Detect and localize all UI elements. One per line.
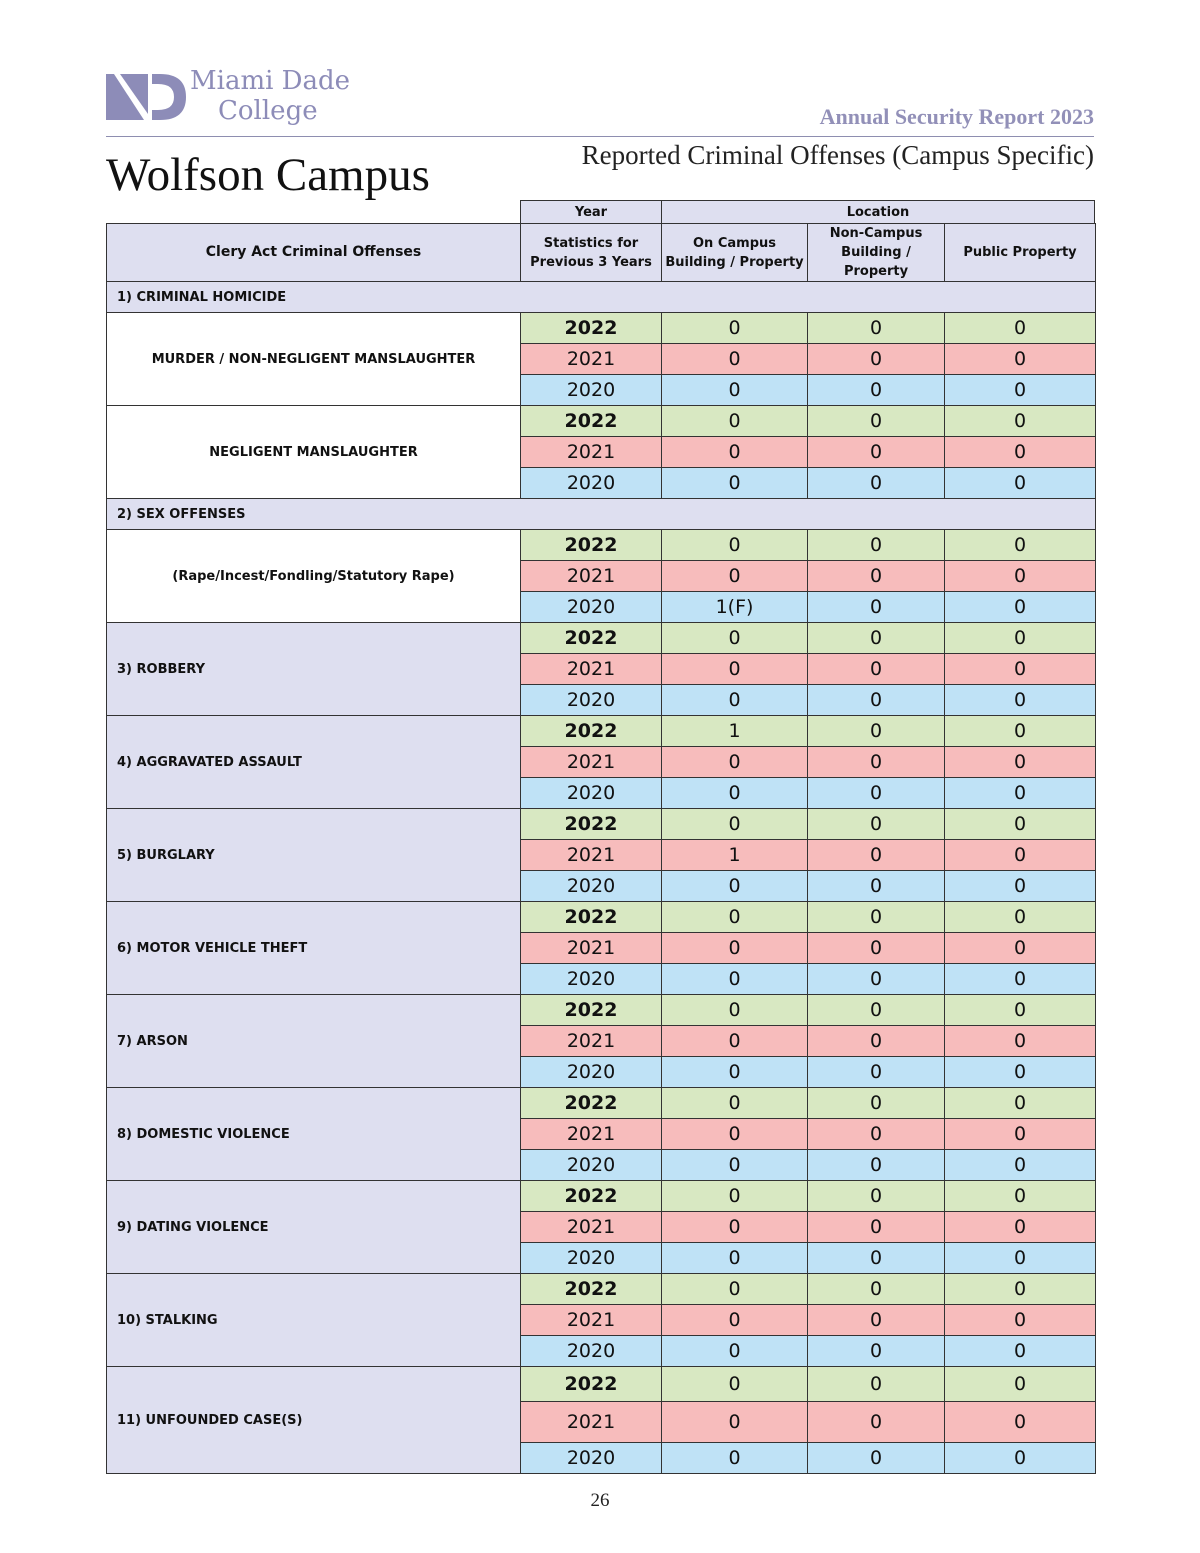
- on-campus-value: 0: [662, 1443, 808, 1474]
- public-property-value: 0: [945, 654, 1096, 685]
- offense-label: MURDER / NON-NEGLIGENT MANSLAUGHTER: [107, 313, 521, 406]
- non-campus-value: 0: [808, 933, 945, 964]
- public-property-value: 0: [945, 1336, 1096, 1367]
- on-campus-value: 0: [662, 437, 808, 468]
- report-title: Annual Security Report 2023: [819, 104, 1094, 129]
- year-cell: 2021: [521, 1026, 662, 1057]
- non-campus-value: 0: [808, 1181, 945, 1212]
- on-campus-value: 0: [662, 1026, 808, 1057]
- year-cell: 2020: [521, 964, 662, 995]
- year-group-header: Year: [521, 201, 662, 224]
- public-property-value: 0: [945, 1150, 1096, 1181]
- year-cell: 2020: [521, 1150, 662, 1181]
- public-property-value: 0: [945, 1119, 1096, 1150]
- on-campus-value: 0: [662, 1181, 808, 1212]
- offense-label: 6) MOTOR VEHICLE THEFT: [107, 902, 521, 995]
- public-property-value: 0: [945, 1443, 1096, 1474]
- year-cell: 2021: [521, 1119, 662, 1150]
- sex-offense-rows: [107, 530, 1096, 623]
- on-campus-value: 0: [662, 933, 808, 964]
- section-sex-offenses: 2) SEX OFFENSES: [107, 499, 1096, 530]
- non-campus-value: 0: [808, 685, 945, 716]
- section-criminal-homicide: 1) CRIMINAL HOMICIDE: [107, 282, 1096, 313]
- non-campus-value: 0: [808, 654, 945, 685]
- on-campus-column-header: [662, 224, 808, 282]
- homicide-rows: [107, 313, 1096, 499]
- non-campus-value: 0: [808, 1336, 945, 1367]
- year-cell: 2021: [521, 747, 662, 778]
- public-property-value: 0: [945, 530, 1096, 561]
- on-campus-value: 1: [662, 716, 808, 747]
- other-offense-rows: [107, 623, 1096, 1474]
- non-campus-value: 0: [808, 375, 945, 406]
- public-property-value: 0: [945, 778, 1096, 809]
- public-property-value: 0: [945, 1305, 1096, 1336]
- non-campus-value: 0: [808, 840, 945, 871]
- public-property-value: 0: [945, 468, 1096, 499]
- public-property-value: 0: [945, 1243, 1096, 1274]
- public-property-value: 0: [945, 995, 1096, 1026]
- non-campus-value: 0: [808, 468, 945, 499]
- year-cell: 2022: [521, 1367, 662, 1402]
- on-campus-value: 0: [662, 809, 808, 840]
- public-property-value: 0: [945, 685, 1096, 716]
- non-campus-value: 0: [808, 778, 945, 809]
- public-property-value: 0: [945, 623, 1096, 654]
- public-property-value: 0: [945, 313, 1096, 344]
- public-property-value: 0: [945, 809, 1096, 840]
- public-property-value: 0: [945, 933, 1096, 964]
- on-campus-value: 0: [662, 623, 808, 654]
- non-campus-value: 0: [808, 1274, 945, 1305]
- public-property-value: 0: [945, 1057, 1096, 1088]
- table-row: [107, 1181, 1096, 1212]
- non-campus-value: 0: [808, 561, 945, 592]
- year-cell: 2022: [521, 902, 662, 933]
- offense-label: 11) UNFOUNDED CASE(S): [107, 1367, 521, 1474]
- non-campus-header-line2: Building / Property: [841, 245, 911, 279]
- non-campus-value: 0: [808, 995, 945, 1026]
- offense-label: 7) ARSON: [107, 995, 521, 1088]
- on-campus-value: 0: [662, 561, 808, 592]
- on-campus-value: 0: [662, 1305, 808, 1336]
- public-property-value: 0: [945, 1026, 1096, 1057]
- year-cell: 2022: [521, 716, 662, 747]
- year-cell: 2020: [521, 778, 662, 809]
- on-campus-value: 0: [662, 685, 808, 716]
- year-cell: 2020: [521, 685, 662, 716]
- public-property-value: 0: [945, 871, 1096, 902]
- on-campus-value: 0: [662, 902, 808, 933]
- on-campus-value: 0: [662, 1367, 808, 1402]
- non-campus-value: 0: [808, 716, 945, 747]
- non-campus-value: 0: [808, 530, 945, 561]
- on-campus-value: 1: [662, 840, 808, 871]
- non-campus-value: 0: [808, 623, 945, 654]
- offenses-table: [106, 223, 1096, 1474]
- year-cell: 2022: [521, 623, 662, 654]
- on-campus-header-line1: On Campus: [693, 235, 776, 251]
- year-cell: 2020: [521, 871, 662, 902]
- on-campus-value: 0: [662, 1243, 808, 1274]
- table-row: [107, 406, 1096, 437]
- on-campus-value: 0: [662, 654, 808, 685]
- year-cell: 2021: [521, 561, 662, 592]
- college-name-line1: Miami Dade: [190, 66, 351, 96]
- location-group-header: Location: [662, 201, 1095, 224]
- non-campus-value: 0: [808, 1088, 945, 1119]
- non-campus-value: 0: [808, 1367, 945, 1402]
- year-cell: 2021: [521, 1305, 662, 1336]
- year-cell: 2022: [521, 1088, 662, 1119]
- stats-header-line1: Statistics for: [543, 235, 639, 251]
- year-cell: 2021: [521, 1212, 662, 1243]
- college-name: [190, 66, 350, 126]
- non-campus-value: 0: [808, 406, 945, 437]
- section-row: [107, 282, 1096, 313]
- offense-label: 5) BURGLARY: [107, 809, 521, 902]
- table-row: [107, 716, 1096, 747]
- year-cell: 2021: [521, 654, 662, 685]
- table-row: [107, 313, 1096, 344]
- public-property-value: 0: [945, 1088, 1096, 1119]
- year-cell: 2022: [521, 1274, 662, 1305]
- on-campus-value: 0: [662, 871, 808, 902]
- non-campus-value: 0: [808, 871, 945, 902]
- offense-label: 4) AGGRAVATED ASSAULT: [107, 716, 521, 809]
- non-campus-value: 0: [808, 1243, 945, 1274]
- on-campus-value: 0: [662, 468, 808, 499]
- on-campus-value: 1(F): [662, 592, 808, 623]
- year-cell: 2021: [521, 437, 662, 468]
- year-cell: 2020: [521, 468, 662, 499]
- table-row: [107, 809, 1096, 840]
- on-campus-value: 0: [662, 313, 808, 344]
- public-property-value: 0: [945, 437, 1096, 468]
- on-campus-value: 0: [662, 1212, 808, 1243]
- on-campus-value: 0: [662, 406, 808, 437]
- year-cell: 2021: [521, 344, 662, 375]
- non-campus-value: 0: [808, 747, 945, 778]
- offense-label: 3) ROBBERY: [107, 623, 521, 716]
- offense-label: 9) DATING VIOLENCE: [107, 1181, 521, 1274]
- year-cell: 2021: [521, 840, 662, 871]
- on-campus-value: 0: [662, 747, 808, 778]
- non-campus-value: 0: [808, 1119, 945, 1150]
- public-property-value: 0: [945, 1367, 1096, 1402]
- table-row: [107, 1274, 1096, 1305]
- on-campus-value: 0: [662, 375, 808, 406]
- on-campus-header-line2: Building / Property: [665, 254, 804, 270]
- year-cell: 2022: [521, 809, 662, 840]
- on-campus-value: 0: [662, 1088, 808, 1119]
- on-campus-value: 0: [662, 1150, 808, 1181]
- public-property-value: 0: [945, 1274, 1096, 1305]
- non-campus-value: 0: [808, 437, 945, 468]
- table-row: [107, 902, 1096, 933]
- section-row: [107, 499, 1096, 530]
- year-cell: 2022: [521, 1181, 662, 1212]
- on-campus-value: 0: [662, 964, 808, 995]
- offense-label: 10) STALKING: [107, 1274, 521, 1367]
- non-campus-value: 0: [808, 809, 945, 840]
- table-row: [107, 1367, 1096, 1402]
- header-divider: [106, 136, 1094, 137]
- non-campus-header-line1: Non-Campus: [829, 226, 923, 241]
- non-campus-value: 0: [808, 902, 945, 933]
- non-campus-value: 0: [808, 1443, 945, 1474]
- public-property-column-header: Public Property: [945, 224, 1096, 282]
- table-row: [107, 1088, 1096, 1119]
- public-property-value: 0: [945, 1181, 1096, 1212]
- college-logo: [106, 68, 356, 126]
- public-property-value: 0: [945, 1212, 1096, 1243]
- year-cell: 2022: [521, 406, 662, 437]
- year-cell: 2020: [521, 375, 662, 406]
- on-campus-value: 0: [662, 778, 808, 809]
- non-campus-value: 0: [808, 313, 945, 344]
- table-title: Reported Criminal Offenses (Campus Specific): [581, 140, 1094, 170]
- non-campus-value: 0: [808, 964, 945, 995]
- offense-label: 8) DOMESTIC VIOLENCE: [107, 1088, 521, 1181]
- year-cell: 2020: [521, 1443, 662, 1474]
- non-campus-value: 0: [808, 1305, 945, 1336]
- public-property-value: 0: [945, 716, 1096, 747]
- year-cell: 2020: [521, 1336, 662, 1367]
- page-title: Wolfson Campus: [106, 149, 430, 201]
- offense-label: NEGLIGENT MANSLAUGHTER: [107, 406, 521, 499]
- year-cell: 2022: [521, 313, 662, 344]
- non-campus-value: 0: [808, 592, 945, 623]
- year-cell: 2020: [521, 1243, 662, 1274]
- on-campus-value: 0: [662, 344, 808, 375]
- on-campus-value: 0: [662, 1119, 808, 1150]
- public-property-value: 0: [945, 747, 1096, 778]
- page-number: 26: [590, 1490, 610, 1511]
- year-cell: 2021: [521, 1402, 662, 1443]
- offense-column-header: Clery Act Criminal Offenses: [107, 224, 521, 282]
- non-campus-value: 0: [808, 1026, 945, 1057]
- table-row: [107, 995, 1096, 1026]
- md-logo-icon: [106, 70, 186, 124]
- year-cell: 2020: [521, 592, 662, 623]
- on-campus-value: 0: [662, 1057, 808, 1088]
- stats-column-header: [521, 224, 662, 282]
- on-campus-value: 0: [662, 1274, 808, 1305]
- public-property-value: 0: [945, 561, 1096, 592]
- table-row: [107, 623, 1096, 654]
- college-name-line2: College: [218, 96, 318, 126]
- column-header-row: [107, 224, 1096, 282]
- on-campus-value: 0: [662, 995, 808, 1026]
- table-row: [107, 530, 1096, 561]
- non-campus-value: 0: [808, 1150, 945, 1181]
- public-property-value: 0: [945, 344, 1096, 375]
- group-header: [520, 200, 1095, 224]
- non-campus-value: 0: [808, 1212, 945, 1243]
- year-cell: 2021: [521, 933, 662, 964]
- on-campus-value: 0: [662, 530, 808, 561]
- non-campus-column-header: [808, 224, 945, 282]
- public-property-value: 0: [945, 964, 1096, 995]
- on-campus-value: 0: [662, 1402, 808, 1443]
- offense-label: (Rape/Incest/Fondling/Statutory Rape): [107, 530, 521, 623]
- public-property-value: 0: [945, 840, 1096, 871]
- non-campus-value: 0: [808, 1057, 945, 1088]
- public-property-value: 0: [945, 406, 1096, 437]
- public-property-value: 0: [945, 592, 1096, 623]
- non-campus-value: 0: [808, 344, 945, 375]
- year-cell: 2020: [521, 1057, 662, 1088]
- non-campus-value: 0: [808, 1402, 945, 1443]
- year-cell: 2022: [521, 995, 662, 1026]
- stats-header-line2: Previous 3 Years: [530, 254, 652, 270]
- public-property-value: 0: [945, 1402, 1096, 1443]
- public-property-value: 0: [945, 375, 1096, 406]
- on-campus-value: 0: [662, 1336, 808, 1367]
- year-cell: 2022: [521, 530, 662, 561]
- public-property-value: 0: [945, 902, 1096, 933]
